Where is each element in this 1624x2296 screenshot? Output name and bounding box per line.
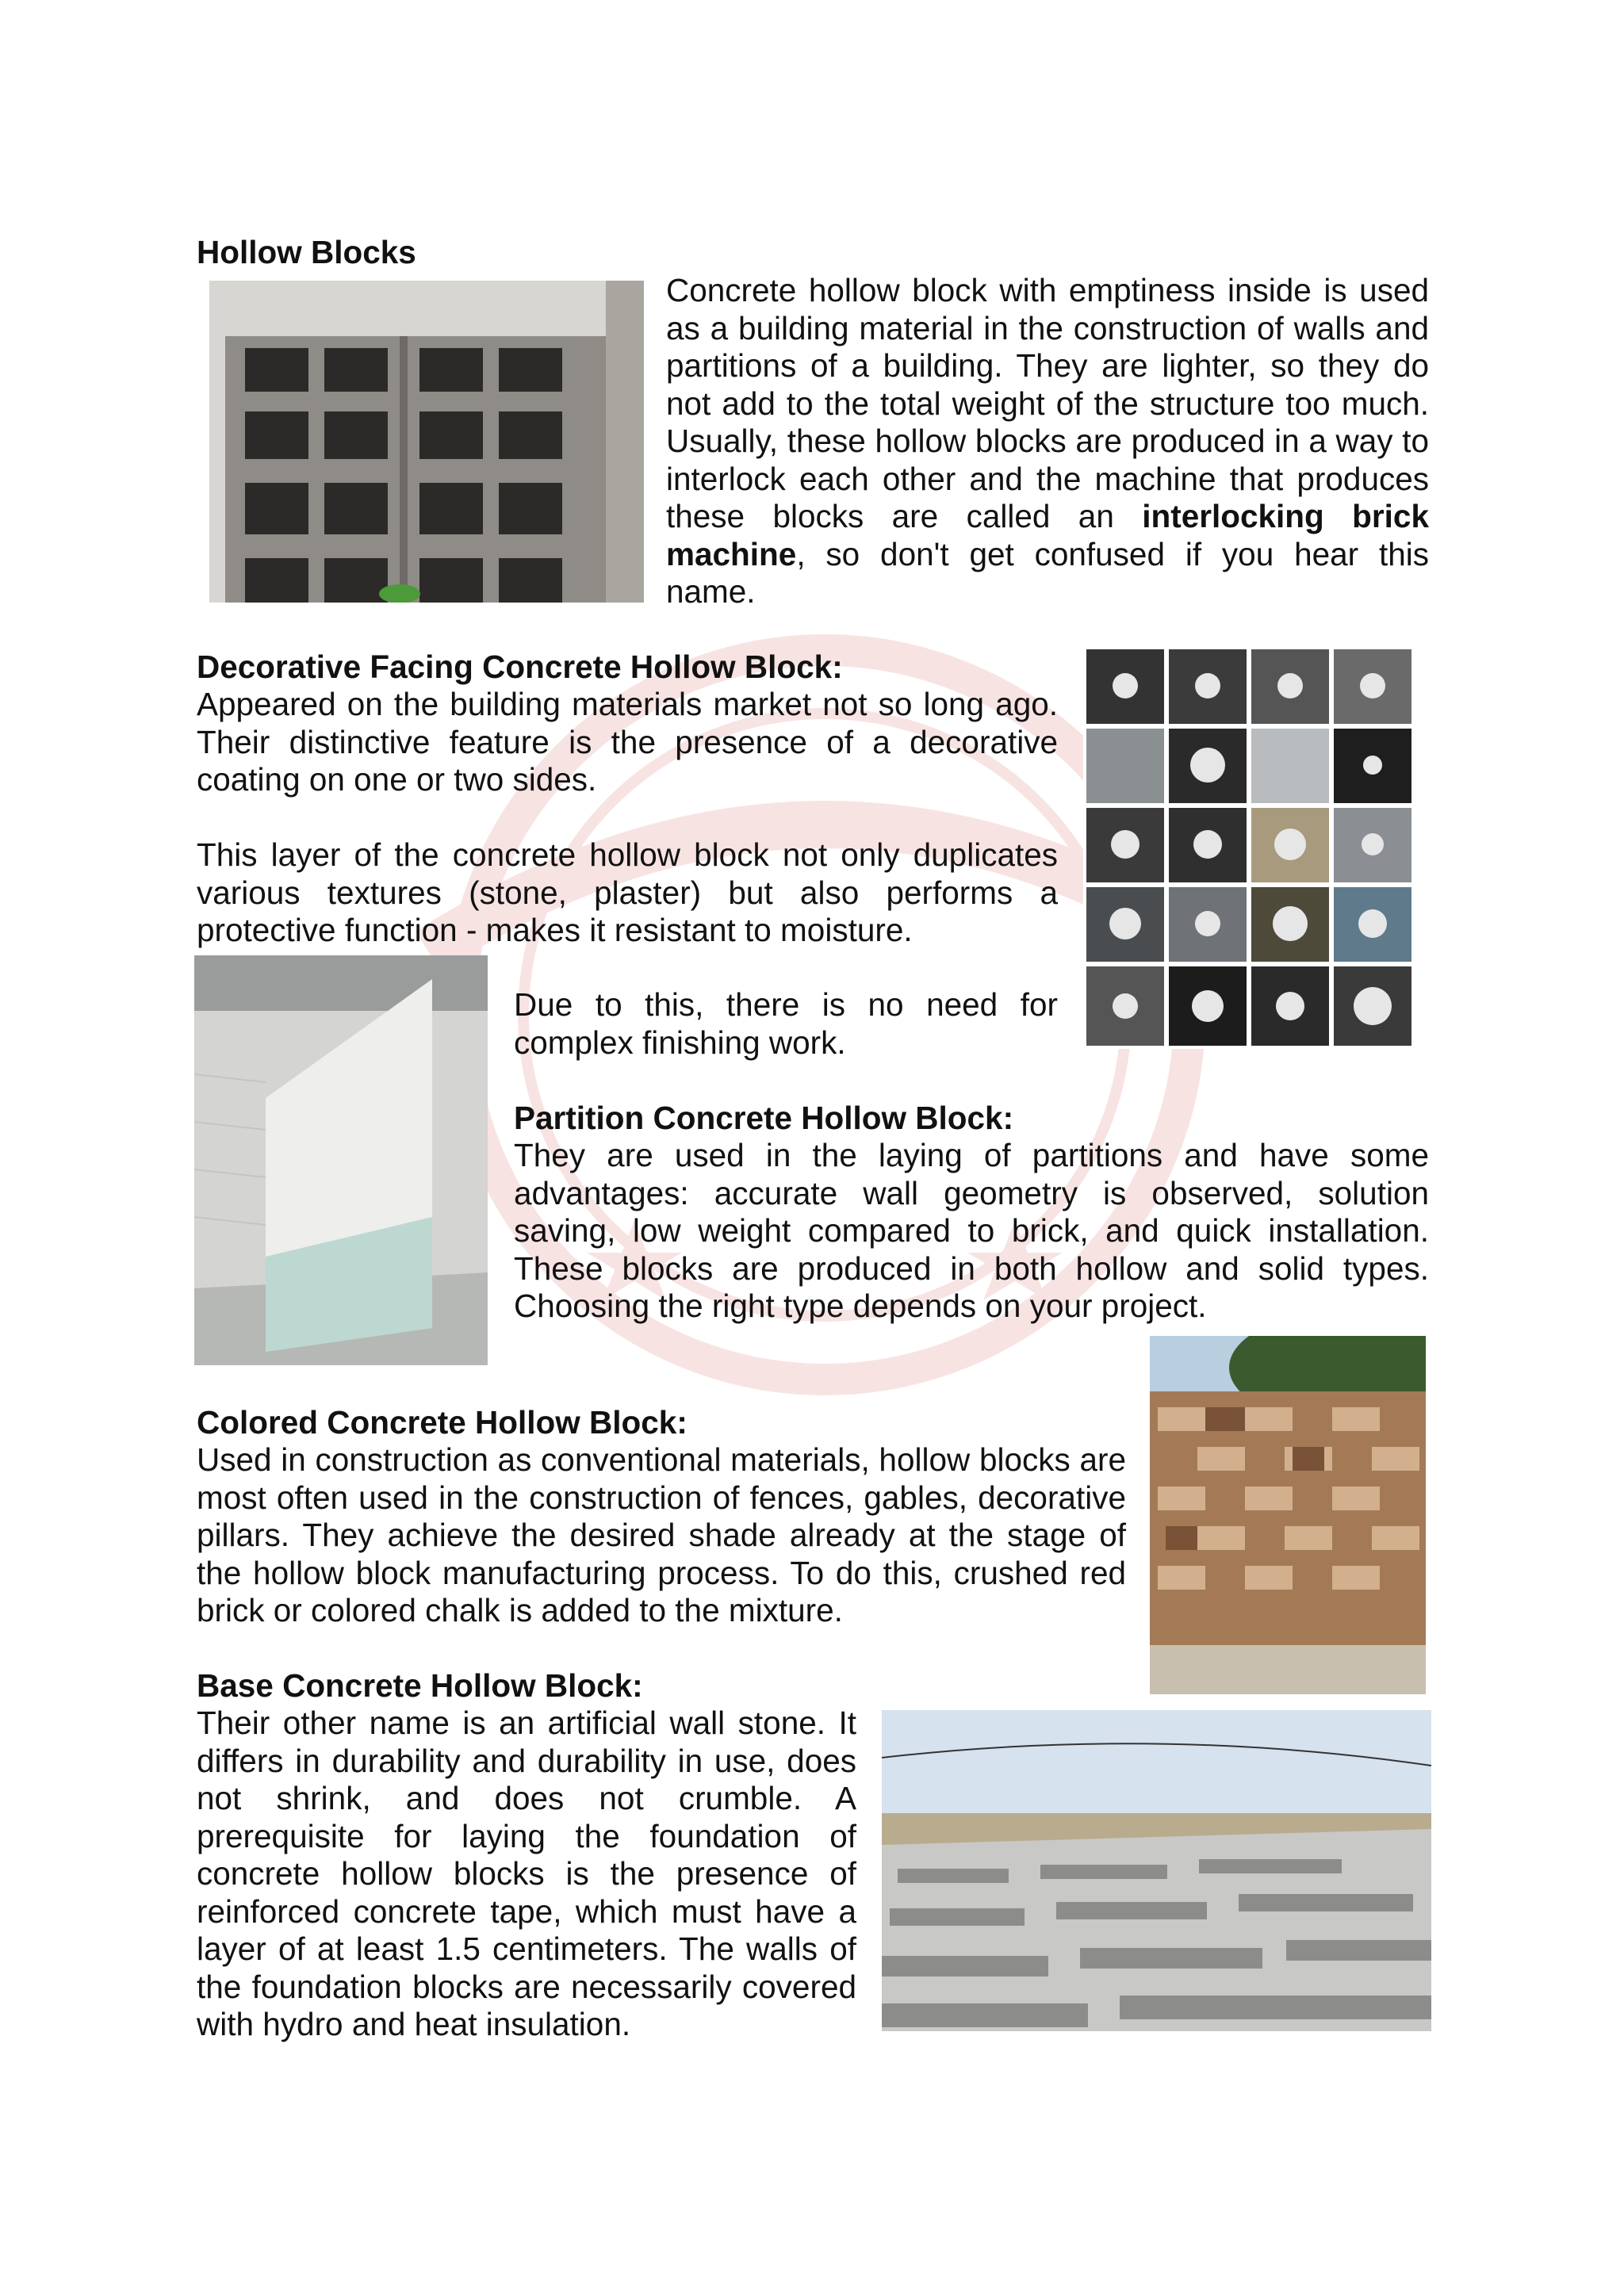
- decorative-paragraph-1: Appeared on the building materials market not so long ago. Their distinctive feature is the presence of a decorative coating on one or two sides.: [197, 686, 1058, 798]
- hollow-blocks-photo: [209, 281, 644, 603]
- interlocking-brick-machine-term: interlocking brick machine: [666, 498, 1429, 572]
- partition-wall-photo: [194, 955, 488, 1365]
- base-paragraph: Their other name is an artificial wall stone. It differs in durability and durability in use, does not shrink, and does not crumble. A prerequisite for laying the foundation of concrete hollow blocks is the presence of reinforced concrete tape, which must have a layer of at least 1.5 centimeters. The walls of the foundation blocks are necessarily covered with hydro and heat insulation.: [197, 1705, 856, 2042]
- decorative-paragraph-3: Due to this, there is no need for complex finishing work.: [514, 986, 1058, 1061]
- section-title-decorative: Decorative Facing Concrete Hollow Block:: [197, 649, 843, 685]
- hollow-blocks-paragraph: Concrete hollow block with emptiness inside is used as a building material in the construction of walls and partitions of a building. They are lighter, so they do not add to the total weight of the structure too much. Usually, these hollow blocks are produced in a way to interlock each other and the machine that produces these blocks are called an interlocking brick machine, so don't get confused if you hear this name.: [666, 272, 1429, 610]
- section-title-hollow-blocks: Hollow Blocks: [197, 234, 416, 270]
- section-title-partition: Partition Concrete Hollow Block:: [514, 1100, 1014, 1136]
- partition-paragraph: They are used in the laying of partitions and have some advantages: accurate wall geometry is observed, solution saving, low weight compared to brick, and quick installation. These blocks are produced in both hollow and solid types. Choosing the right type depends on your project.: [514, 1137, 1429, 1324]
- colored-paragraph: Used in construction as conventional materials, hollow blocks are most often used in the construction of fences, gables, decorative pillars. They achieve the desired shade already at the stage of the hollow block manufacturing process. To do this, crushed red brick or colored chalk is added to the mixture.: [197, 1441, 1126, 1628]
- section-title-colored: Colored Concrete Hollow Block:: [197, 1404, 688, 1441]
- base-blocks-yard-photo: [882, 1710, 1431, 2031]
- colored-block-wall-photo: [1150, 1336, 1426, 1694]
- decorative-paragraph-2: This layer of the concrete hollow block not only duplicates various textures (stone, plaster) but also performs a protective function - makes it resistant to moisture.: [197, 836, 1058, 948]
- section-title-base: Base Concrete Hollow Block:: [197, 1667, 643, 1704]
- decorative-blocks-grid-photo: [1083, 646, 1423, 1049]
